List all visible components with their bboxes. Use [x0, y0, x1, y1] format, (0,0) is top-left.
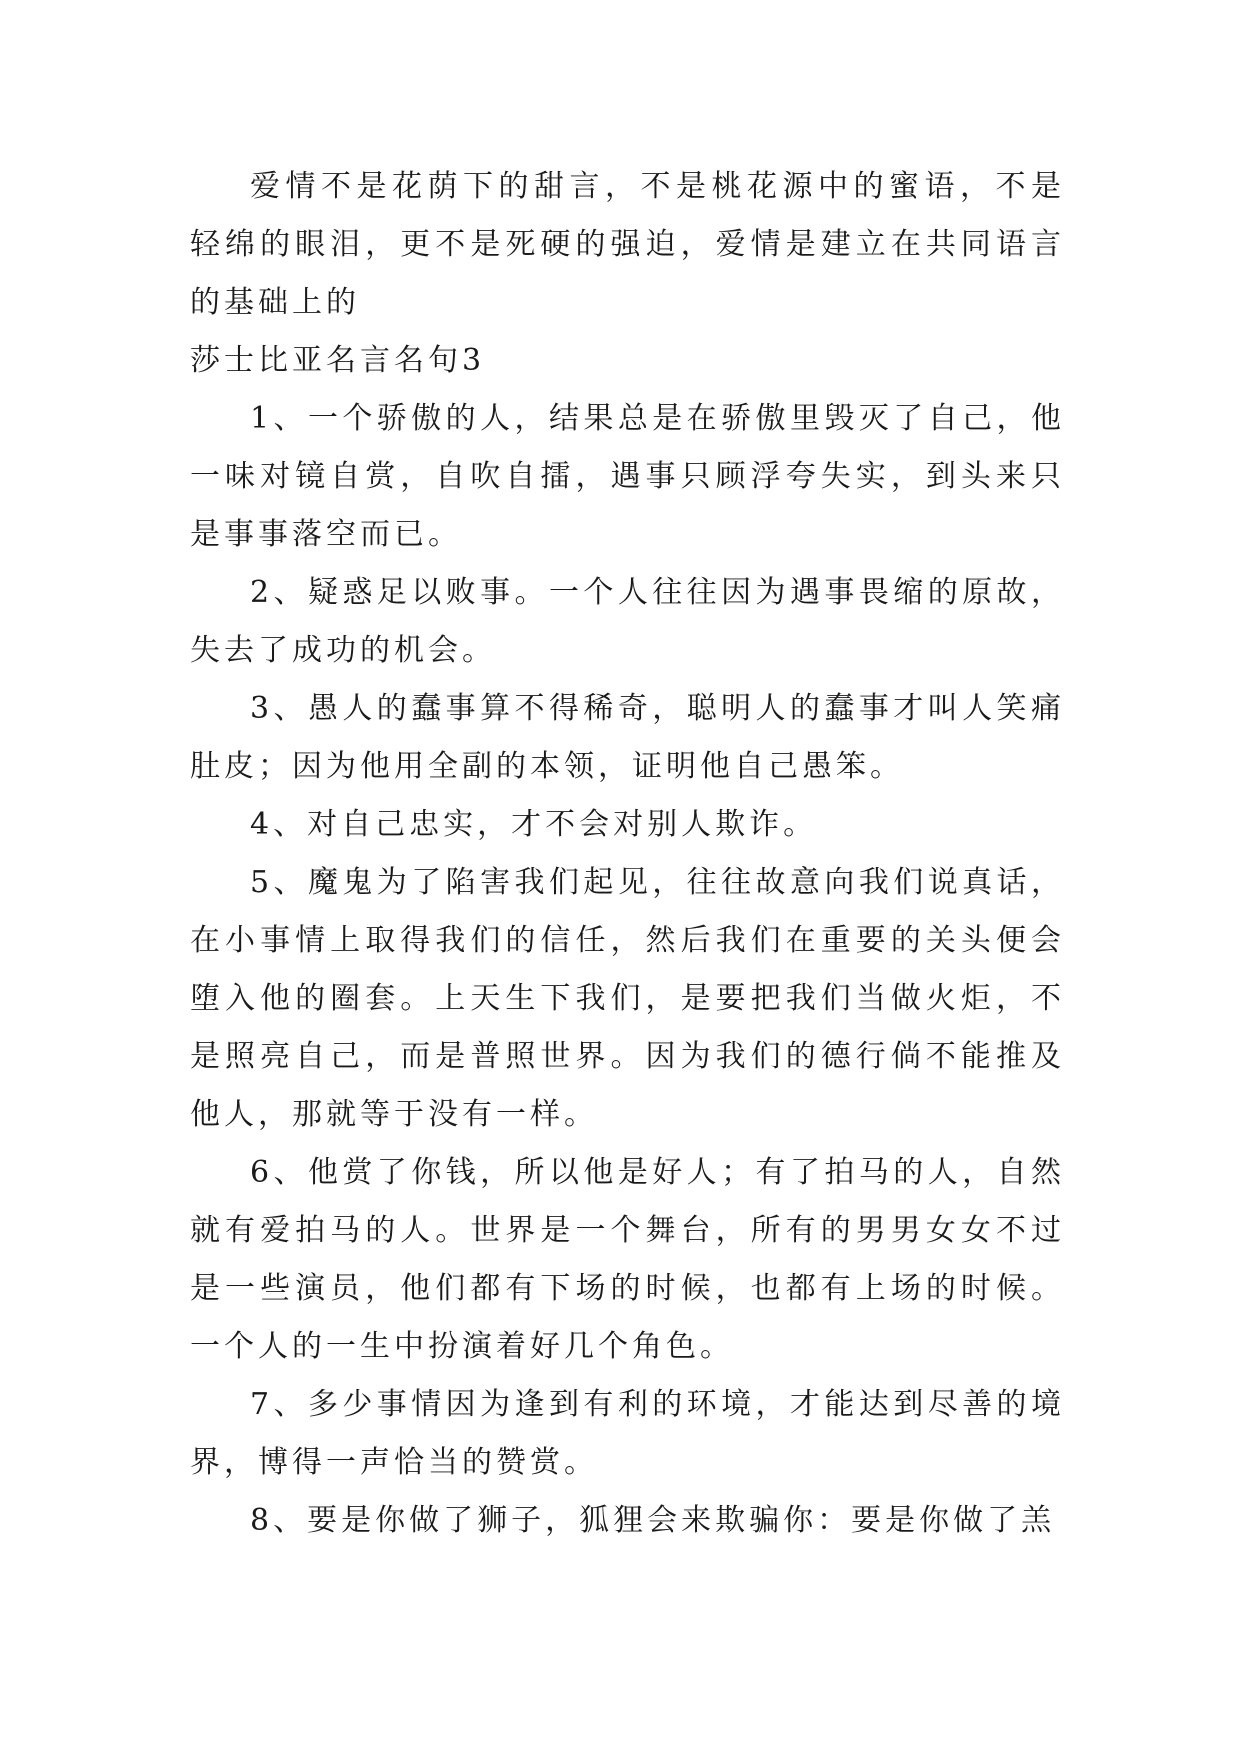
quote-paragraph-3: 3、愚人的蠢事算不得稀奇，聪明人的蠢事才叫人笑痛肚皮；因为他用全副的本领，证明他自己愚笨。: [190, 691, 1065, 784]
quote-paragraph-8: 8、要是你做了狮子，狐狸会来欺骗你：要是你做了羔: [250, 1503, 1056, 1538]
intro-paragraph: 爱情不是花荫下的甜言，不是桃花源中的蜜语，不是轻绵的眼泪，更不是死硬的强迫，爱情是建立在共同语言的基础上的: [190, 169, 1065, 320]
section-heading: 莎士比亚名言名句3: [190, 343, 486, 378]
quote-paragraph-7: 7、多少事情因为逢到有利的环境，才能达到尽善的境界，博得一声恰当的赞赏。: [190, 1387, 1065, 1480]
document-body: [190, 158, 1065, 1550]
quote-paragraph-5: 5、魔鬼为了陷害我们起见，往往故意向我们说真话，在小事情上取得我们的信任，然后我们在重要的关头便会堕入他的圈套。上天生下我们，是要把我们当做火炬，不是照亮自己，而是普照世界。因为我们的德行倘不能推及他人，那就等于没有一样。: [190, 865, 1065, 1132]
quote-paragraph-2: 2、疑惑足以败事。一个人往往因为遇事畏缩的原故，失去了成功的机会。: [190, 575, 1065, 668]
quote-paragraph-6: 6、他赏了你钱，所以他是好人；有了拍马的人，自然就有爱拍马的人。世界是一个舞台，所有的男男女女不过是一些演员，他们都有下场的时候，也都有上场的时候。一个人的一生中扮演着好几个角色。: [190, 1155, 1065, 1364]
quote-paragraph-4: 4、对自己忠实，才不会对别人欺诈。: [250, 807, 818, 842]
quote-paragraph-1: 1、一个骄傲的人，结果总是在骄傲里毁灭了自己，他一味对镜自赏，自吹自擂，遇事只顾浮夸失实，到头来只是事事落空而已。: [190, 401, 1065, 552]
